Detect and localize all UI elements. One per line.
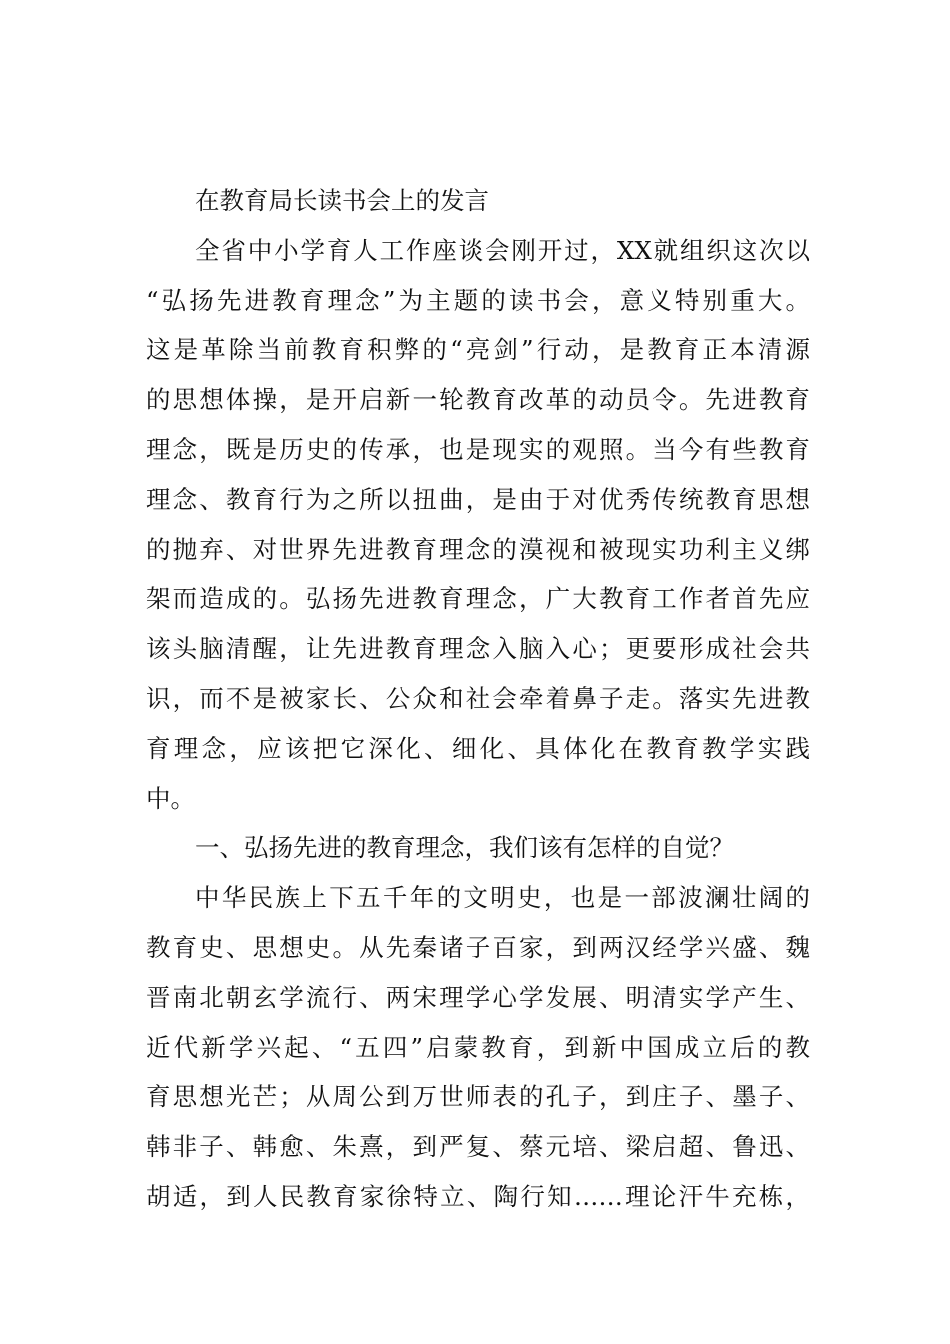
text-line: 全省中小学育人工作座谈会刚开过，XX就组织这次以 — [195, 235, 810, 265]
paragraph-history — [146, 873, 810, 1222]
text-line: 中华民族上下五千年的文明史，也是一部波澜壮阔的 — [195, 883, 810, 913]
text-line: 该头脑清醒，让先进教育理念入脑入心；更要形成社会共 — [146, 634, 810, 664]
text-line: 近代新学兴起、“五四”启蒙教育，到新中国成立后的教 — [146, 1032, 810, 1062]
text-line: 的抛弃、对世界先进教育理念的漠视和被现实功利主义绑 — [146, 534, 810, 564]
section-heading — [146, 823, 810, 873]
text-line: 育思想光芒；从周公到万世师表的孔子，到庄子、墨子、 — [146, 1082, 810, 1112]
document-title: 在教育局长读书会上的发言 — [195, 186, 489, 215]
text-line: 架而造成的。弘扬先进教育理念，广大教育工作者首先应 — [146, 584, 810, 614]
text-line: 育理念，应该把它深化、细化、具体化在教育教学实践 — [146, 733, 810, 763]
text-line: 晋南北朝玄学流行、两宋理学心学发展、明清实学产生、 — [146, 982, 810, 1012]
paragraph-intro — [146, 226, 810, 824]
text-line: “弘扬先进教育理念”为主题的读书会，意义特别重大。 — [146, 285, 810, 315]
text-line: 的思想体操，是开启新一轮教育改革的动员令。先进教育 — [146, 385, 810, 415]
text-line: 中。 — [146, 783, 195, 813]
text-line: 理念，既是历史的传承，也是现实的观照。当今有些教育 — [146, 434, 810, 464]
text-line: 这是革除当前教育积弊的“亮剑”行动，是教育正本清源 — [146, 335, 810, 365]
text-line: 韩非子、韩愈、朱熹，到严复、蔡元培、梁启超、鲁迅、 — [146, 1132, 810, 1162]
document-body — [146, 176, 810, 1222]
heading-line: 一、弘扬先进的教育理念，我们该有怎样的自觉？ — [195, 833, 734, 863]
text-line: 理念、教育行为之所以扭曲，是由于对优秀传统教育思想 — [146, 484, 810, 514]
text-line: 教育史、思想史。从先秦诸子百家，到两汉经学兴盛、魏 — [146, 932, 810, 962]
text-line: 识，而不是被家长、公众和社会牵着鼻子走。落实先进教 — [146, 683, 810, 713]
text-line: 胡适，到人民教育家徐特立、陶行知……理论汗牛充栋， — [146, 1181, 810, 1211]
